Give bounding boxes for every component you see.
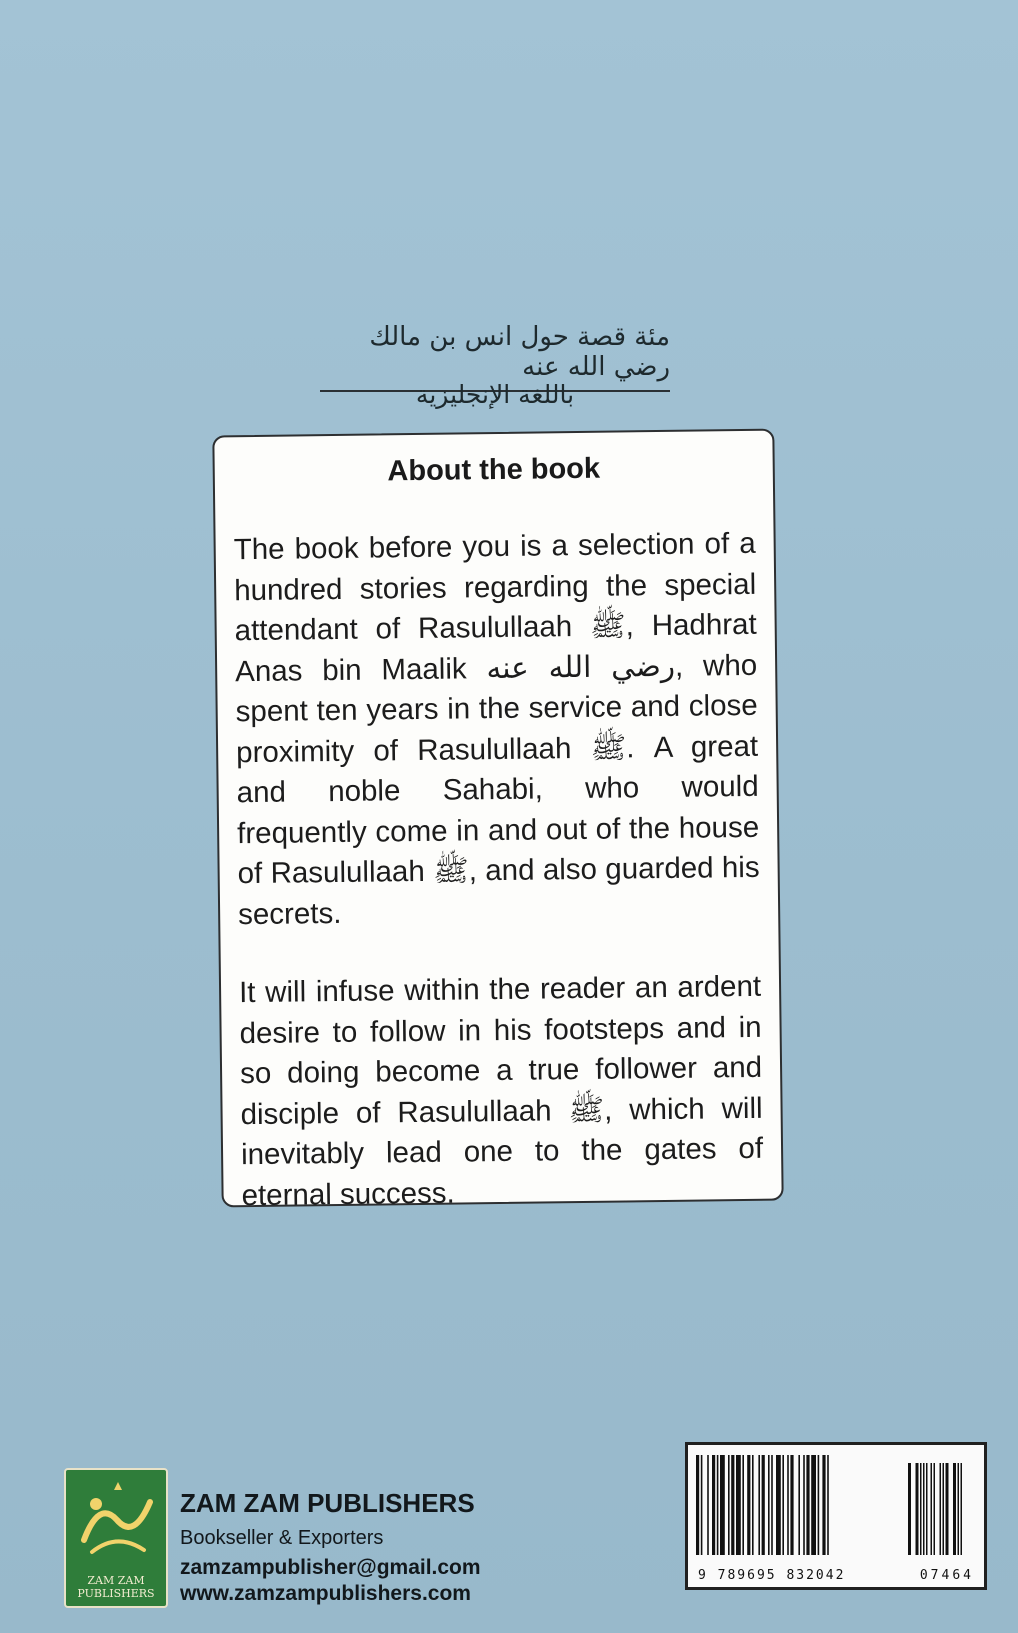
publisher-name: ZAM ZAM PUBLISHERS (180, 1488, 475, 1518)
barcode-bars-icon (696, 1455, 980, 1563)
isbn-number: 9 789695 832042 (698, 1568, 846, 1583)
about-heading: About the book (387, 452, 601, 488)
publisher-logo (64, 1468, 168, 1608)
publisher-block (64, 1468, 534, 1608)
about-paragraph-2: It will infuse within the reader an ardent desire to follow in his footsteps and in so doing become a true follower and disciple of Rasulullaah ﷺ, which will inevitably lead one to the gates of eternal success. (238, 969, 764, 1212)
arabic-subtitle: باللغة الإنجليزية (415, 380, 575, 409)
barcode-addon-number: 07464 (919, 1568, 974, 1583)
arabic-title: مئة قصة حول انس بن مالك رضي الله عنه (320, 322, 670, 392)
isbn-barcode (685, 1442, 987, 1590)
about-paragraph-1: The book before you is a selection of a hundred stories regarding the special attendant of Rasulullaah ﷺ, Hadhrat Anas bin Maalik رضي الله عنه, who spent ten years in the service and close proximity of Rasulullaah ﷺ. A great and noble Sahabi, who would frequently come in and out of the house of Rasulullaah ﷺ, and also guarded his secrets. (233, 526, 760, 931)
about-the-book-box (212, 429, 783, 1212)
publisher-email: zamzampublisher@gmail.com (180, 1556, 481, 1579)
publisher-website: www.zamzampublishers.com (180, 1582, 471, 1605)
logo-caption: ZAM ZAM PUBLISHERS (77, 1574, 155, 1600)
publisher-tagline: Bookseller & Exporters (180, 1527, 384, 1549)
zamzam-calligraphy-icon (74, 1480, 160, 1568)
